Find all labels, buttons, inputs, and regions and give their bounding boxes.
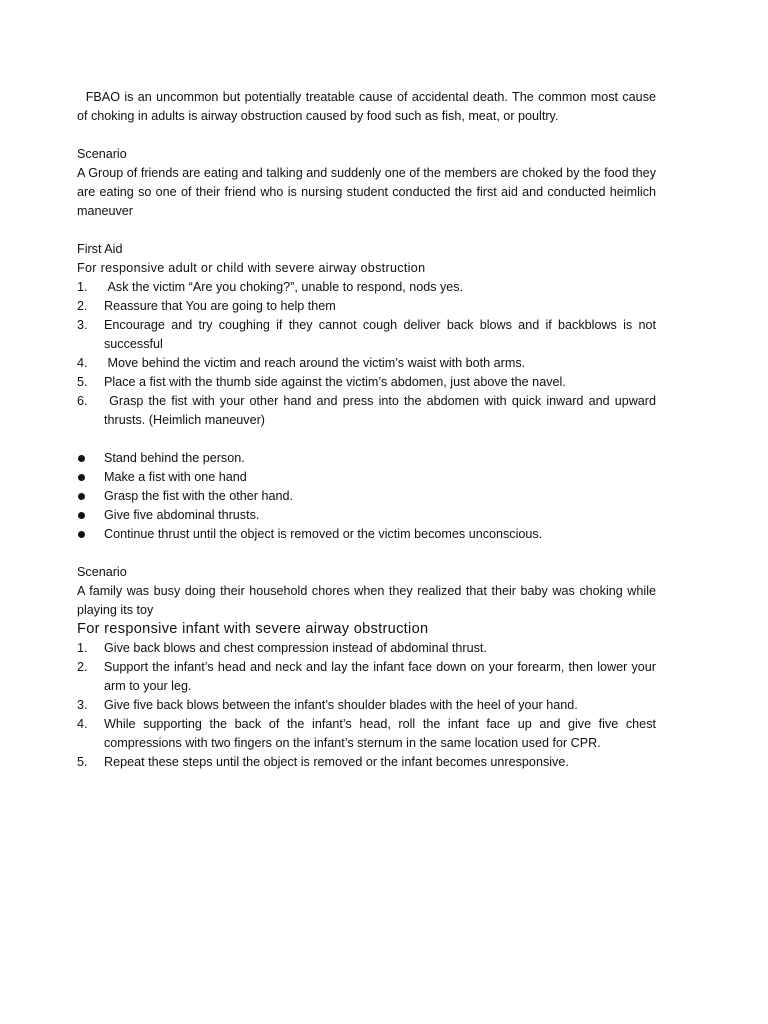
document-page — [77, 88, 660, 772]
list-text: While supporting the back of the infant’s head, roll the infant face up and give five chest compressions with two fingers on the infant’s sternum in the same location used for CPR. — [104, 717, 656, 750]
list-item — [77, 297, 656, 316]
list-number: 3. — [77, 318, 88, 332]
list-text: Grasp the fist with your other hand and press into the abdomen with quick inward and upward thrusts. (Heimlich maneuver) — [104, 394, 660, 427]
bullet-text: Continue thrust until the object is removed or the victim becomes unconscious. — [104, 527, 543, 541]
list-item — [77, 658, 656, 696]
scenario-2-heading: Scenario — [77, 565, 127, 579]
list-text: Reassure that You are going to help them — [104, 299, 336, 313]
bullet-text: Grasp the fist with the other hand. — [104, 489, 294, 503]
adult-child-heading: For responsive adult or child with severe airway obstruction — [77, 261, 426, 275]
bullet-item — [77, 487, 656, 506]
infant-heading: For responsive infant with severe airway obstruction — [77, 621, 429, 637]
infant-steps-list — [77, 639, 656, 772]
bullet-icon — [77, 506, 104, 525]
bullet-item — [77, 525, 656, 544]
bullet-icon — [77, 525, 104, 544]
list-text: Give back blows and chest compression instead of abdominal thrust. — [104, 641, 487, 655]
bullet-icon — [77, 487, 104, 506]
list-item — [77, 354, 656, 373]
list-number: 5. — [77, 375, 88, 389]
scenario-2-text: A family was busy doing their household chores when they realized that their baby was choking while playing its toy — [77, 584, 656, 617]
list-item — [77, 696, 656, 715]
bullet-item — [77, 449, 656, 468]
spacer — [77, 221, 656, 240]
intro-paragraph: FBAO is an uncommon but potentially treatable cause of accidental death. The common most cause of choking in adults is airway obstruction caused by food such as fish, meat, or poultry. — [77, 90, 660, 123]
list-number: 2. — [77, 299, 88, 313]
list-text: Give five back blows between the infant’s shoulder blades with the heel of your hand. — [104, 698, 578, 712]
list-number: 5. — [77, 755, 88, 769]
list-number: 4. — [77, 356, 88, 370]
bullet-item — [77, 506, 656, 525]
spacer — [77, 126, 656, 145]
list-text: Encourage and try coughing if they cannot cough deliver back blows and if backblows is not successful — [104, 318, 656, 351]
list-text: Ask the victim “Are you choking?”, unable to respond, nods yes. — [104, 280, 464, 294]
bullet-text: Make a fist with one hand — [104, 470, 247, 484]
list-number: 4. — [77, 717, 88, 731]
list-item — [77, 639, 656, 658]
list-number: 1. — [77, 280, 88, 294]
list-item — [77, 753, 656, 772]
list-item — [77, 373, 656, 392]
adult-steps-list — [77, 278, 660, 430]
list-item — [77, 392, 660, 430]
list-item — [77, 278, 656, 297]
spacer — [77, 430, 656, 449]
list-number: 6. — [77, 394, 88, 408]
list-text: Repeat these steps until the object is removed or the infant becomes unresponsive. — [104, 755, 569, 769]
first-aid-heading: First Aid — [77, 242, 123, 256]
list-number: 3. — [77, 698, 88, 712]
spacer — [77, 544, 656, 563]
scenario-1-heading: Scenario — [77, 147, 127, 161]
list-item — [77, 715, 656, 753]
scenario-1-text: A Group of friends are eating and talking and suddenly one of the members are choked by the food they are eating so one of their friend who is nursing student conducted the first aid and conducted heimlich maneuver — [77, 166, 656, 218]
bullet-text: Give five abdominal thrusts. — [104, 508, 260, 522]
bullet-icon — [77, 468, 104, 487]
list-text: Place a fist with the thumb side against the victim’s abdomen, just above the navel. — [104, 375, 566, 389]
bullet-icon — [77, 449, 104, 468]
bullet-text: Stand behind the person. — [104, 451, 245, 465]
bullet-list — [77, 449, 656, 544]
bullet-item — [77, 468, 656, 487]
list-text: Support the infant’s head and neck and lay the infant face down on your forearm, then lower your arm to your leg. — [104, 660, 656, 693]
list-number: 2. — [77, 660, 88, 674]
list-number: 1. — [77, 641, 88, 655]
list-item — [77, 316, 656, 354]
list-text: Move behind the victim and reach around the victim’s waist with both arms. — [104, 356, 526, 370]
